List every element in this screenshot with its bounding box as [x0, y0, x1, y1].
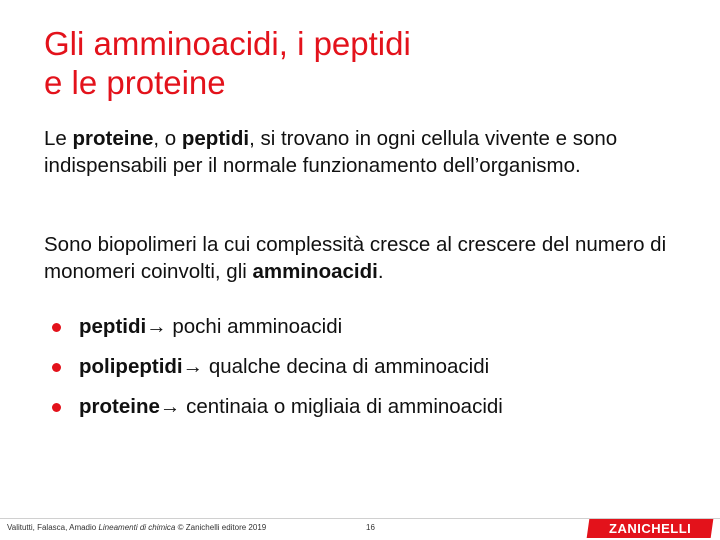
bullet-item: [52, 347, 503, 387]
bullet-dot-icon: [52, 363, 61, 372]
intro-text-2: , o: [153, 127, 182, 150]
biopolymer-text-2: .: [377, 260, 384, 283]
biopolymer-bold-amminoacidi: amminoacidi: [252, 260, 378, 283]
credits-publisher: © Zanichelli editore 2019: [175, 523, 267, 532]
bullet-description: → qualche decina di amminoacidi: [182, 355, 490, 378]
bullet-description: → pochi amminoacidi: [146, 315, 343, 338]
intro-text-3: , si trovano in ogni cellula vivente e sono indispensabili per il normale funzionamento dell’organismo.: [44, 127, 618, 177]
slide-title-line-1: Gli amminoacidi, i peptidi: [44, 25, 411, 62]
biopolymer-text-1: Sono biopolimeri la cui complessità cresce al crescere del numero di monomeri coinvolti, gli: [44, 233, 667, 283]
bullet-term: proteine: [79, 395, 160, 418]
bullet-item: [52, 307, 503, 347]
slide-title-line-2: e le proteine: [44, 64, 226, 101]
zanichelli-logo: [587, 519, 714, 538]
bullet-term: peptidi: [79, 315, 147, 338]
intro-text-1: Le: [44, 127, 73, 150]
intro-bold-peptidi: peptidi: [181, 127, 250, 150]
slide-title: [44, 24, 411, 102]
bullet-item: [52, 387, 503, 427]
credits-book-title: Lineamenti di chimica: [98, 523, 176, 532]
intro-paragraph: [44, 125, 684, 179]
bullet-list: [52, 307, 503, 427]
bullet-dot-icon: [52, 323, 61, 332]
footer-credits: [7, 523, 266, 532]
bullet-term: polipeptidi: [79, 355, 183, 378]
credits-authors: Valitutti, Falasca, Amadio: [7, 523, 99, 532]
bullet-description: → centinaia o migliaia di amminoacidi: [159, 395, 503, 418]
biopolymer-paragraph: [44, 231, 684, 285]
intro-bold-proteine: proteine: [72, 127, 154, 150]
bullet-dot-icon: [52, 403, 61, 412]
page-number: 16: [366, 523, 375, 532]
logo-text: ZANICHELLI: [608, 521, 692, 536]
